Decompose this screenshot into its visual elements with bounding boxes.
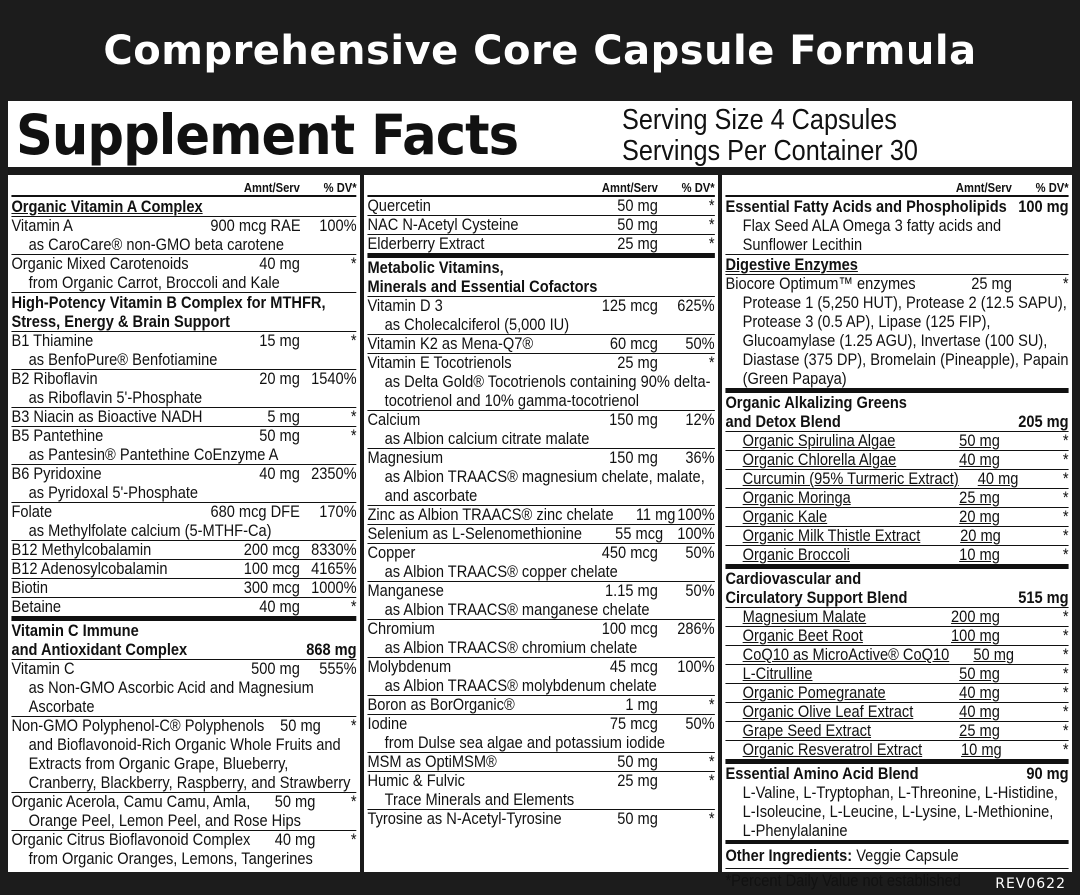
nutrient-row: Tyrosine as N-Acetyl-Tyrosine 50 mg * xyxy=(367,809,715,828)
nutrient-row: Organic Mixed Carotenoids 40 mg * xyxy=(11,254,357,273)
nutrient-source: Protease 1 (5,250 HUT), Protease 2 (12.5 SAPU), Protease 3 (0.5 AP), Lipase (125 FIP), Glucoamylase (1.25 AGU), Invertase (100 SU), Diastase (375 DP), Bromelain (Pineapple), Papain (Green Papaya) xyxy=(725,293,1068,389)
greens-blend-list xyxy=(725,432,1068,565)
cardio-blend-list xyxy=(725,608,1068,760)
section-title: and Detox Blend 205 mg xyxy=(725,412,1069,431)
blend-ingredient-row: Organic Beet Root 100 mg * xyxy=(725,627,1068,646)
nutrient-row: Non-GMO Polyphenol-C® Polyphenols 50 mg * xyxy=(11,716,357,735)
nutrient-row: NAC N-Acetyl Cysteine 50 mg * xyxy=(367,215,715,234)
nutrient-source: L-Valine, L-Tryptophan, L-Threonine, L-Histidine, L-Isoleucine, L-Leucine, L-Lysine, L-Methionine, L-Phenylalanine xyxy=(742,783,1058,840)
nutrient-row: B12 Methylcobalamin 200 mcg 8330% xyxy=(11,540,357,559)
nutrient-row: Vitamin E Tocotrienols 25 mg * xyxy=(367,353,715,372)
nutrient-source: from Dulse sea algae and potassium iodide xyxy=(367,733,714,753)
section-title: and Antioxidant Complex 868 mg xyxy=(11,640,357,659)
nutrient-row: Selenium as L-Selenomethionine 55 mcg 100% xyxy=(367,524,715,543)
nutrient-row: B5 Pantethine 50 mg * xyxy=(11,426,357,445)
nutrient-source: as Albion TRAACS® copper chelate xyxy=(367,562,714,582)
column-header: Amnt/Serv % DV* xyxy=(367,175,714,197)
blend-ingredient-row: Organic Spirulina Algae 50 mg * xyxy=(725,432,1068,451)
nutrient-source: as Riboflavin 5'-Phosphate xyxy=(11,388,356,408)
nutrient-row: Boron as BorOrganic® 1 mg * xyxy=(367,695,715,714)
blend-ingredient-row: Organic Pomegranate 40 mg * xyxy=(725,684,1068,703)
blend-ingredient-row: Organic Broccoli 10 mg * xyxy=(725,546,1068,565)
column-1 xyxy=(8,175,360,872)
nutrient-row: Iodine 75 mcg 50% xyxy=(367,714,715,733)
blend-ingredient-row: CoQ10 as MicroActive® CoQ10 50 mg * xyxy=(725,646,1068,665)
nutrient-source: as CaroCare® non-GMO beta carotene xyxy=(11,235,356,255)
blend-ingredient-row: Organic Chlorella Algae 40 mg * xyxy=(725,451,1068,470)
nutrient-source: from Organic Carrot, Broccoli and Kale xyxy=(11,273,356,293)
nutrient-source: as Non-GMO Ascorbic Acid and Magnesium Ascorbate xyxy=(11,678,356,717)
nutrient-row: Vitamin K2 as Mena-Q7® 60 mcg 50% xyxy=(367,334,715,353)
nutrient-row: Folate 680 mcg DFE 170% xyxy=(11,502,357,521)
revision-code: REV0622 xyxy=(995,876,1066,892)
nutrient-source: Trace Minerals and Elements xyxy=(367,790,714,810)
nutrient-row: Manganese 1.15 mg 50% xyxy=(367,581,715,600)
nutrient-row: B6 Pyridoxine 40 mg 2350% xyxy=(11,464,357,483)
nutrient-source: as Pantesin® Pantethine CoEnzyme A xyxy=(11,445,356,465)
serving-size: Serving Size 4 Capsules xyxy=(622,104,897,136)
nutrient-row: Vitamin D 3 125 mcg 625% xyxy=(367,296,715,315)
nutrient-source: from Organic Oranges, Lemons, Tangerines xyxy=(28,849,313,868)
nutrient-row: Humic & Fulvic 25 mg * xyxy=(367,771,715,790)
blend-ingredient-row: Organic Olive Leaf Extract 40 mg * xyxy=(725,703,1068,722)
blend-ingredient-row: Organic Moringa 25 mg * xyxy=(725,489,1068,508)
nutrient-row: MSM as OptiMSM® 50 mg * xyxy=(367,752,715,771)
nutrient-row: Magnesium 150 mg 36% xyxy=(367,448,715,467)
section-title: Cardiovascular and xyxy=(725,565,1068,588)
section-title: Metabolic Vitamins, xyxy=(367,254,714,277)
column-header: Amnt/Serv % DV* xyxy=(725,175,1068,197)
nutrient-source: as Methylfolate calcium (5-MTHF-Ca) xyxy=(11,521,356,541)
nutrient-row: Betaine 40 mg * xyxy=(11,597,357,616)
servings-per-container: Servings Per Container 30 xyxy=(622,135,918,167)
nutrient-row: Organic Citrus Bioflavonoid Complex 40 mg * xyxy=(11,830,357,849)
nutrient-row: Biocore Optimum™ enzymes 25 mg * xyxy=(725,274,1069,293)
blend-ingredient-row: Magnesium Malate 200 mg * xyxy=(725,608,1068,627)
nutrient-row: B1 Thiamine 15 mg * xyxy=(11,331,357,350)
nutrient-row: Calcium 150 mg 12% xyxy=(367,410,715,429)
facts-title: Supplement Facts xyxy=(16,103,519,167)
section-title: High-Potency Vitamin B Complex for MTHFR, Stress, Energy & Brain Support xyxy=(11,293,356,332)
nutrient-row: Biotin 300 mcg 1000% xyxy=(11,578,357,597)
blend-ingredient-row: Curcumin (95% Turmeric Extract) 40 mg * xyxy=(725,470,1068,489)
section-title: Minerals and Essential Cofactors xyxy=(367,277,714,297)
blend-ingredient-row: Grape Seed Extract 25 mg * xyxy=(725,722,1068,741)
nutrient-source: as BenfoPure® Benfotiamine xyxy=(11,350,356,370)
column-2 xyxy=(364,175,718,872)
nutrient-source: as Albion TRAACS® molybdenum chelate xyxy=(367,676,714,696)
blend-ingredient-row: Organic Resveratrol Extract 10 mg * xyxy=(725,741,1068,760)
section-title: Organic Vitamin A Complex xyxy=(11,197,356,217)
nutrient-source: and Bioflavonoid-Rich Organic Whole Fruits and Extracts from Organic Grape, Blueberry, Cranberry, Blackberry, Raspberry, and Strawberry xyxy=(11,735,356,793)
serving-info xyxy=(622,105,918,167)
section-title: Circulatory Support Blend 515 mg xyxy=(725,588,1069,607)
column-header: Amnt/Serv % DV* xyxy=(11,175,356,197)
blend-ingredient-row: Organic Milk Thistle Extract 20 mg * xyxy=(725,527,1068,546)
nutrient-source: as Albion TRAACS® magnesium chelate, malate, and ascorbate xyxy=(367,467,714,506)
nutrient-source: as Albion TRAACS® manganese chelate xyxy=(367,600,714,620)
nutrient-row: Zinc as Albion TRAACS® zinc chelate 11 mg 100% xyxy=(367,505,715,524)
blend-ingredient-row: L-Citrulline 50 mg * xyxy=(725,665,1068,684)
nutrient-source: as Cholecalciferol (5,000 IU) xyxy=(367,315,714,335)
section-title: Essential Fatty Acids and Phospholipids 100 mg xyxy=(725,197,1069,216)
footnote: *Percent Daily Value not established xyxy=(725,868,1068,893)
nutrient-row: B3 Niacin as Bioactive NADH 5 mg * xyxy=(11,407,357,426)
nutrient-source: Orange Peel, Lemon Peel, and Rose Hips xyxy=(11,811,356,831)
nutrient-row: Copper 450 mcg 50% xyxy=(367,543,715,562)
nutrient-source: as Albion TRAACS® chromium chelate xyxy=(367,638,714,658)
nutrient-source: as Delta Gold® Tocotrienols containing 90% delta-tocotrienol and 10% gamma-tocotrienol xyxy=(367,372,714,411)
title-divider xyxy=(8,167,1072,175)
section-title: Digestive Enzymes xyxy=(725,255,1068,275)
banner-title: Comprehensive Core Capsule Formula xyxy=(103,27,977,74)
nutrient-row: B12 Adenosylcobalamin 100 mcg 4165% xyxy=(11,559,357,578)
nutrient-row: Vitamin C 500 mg 555% xyxy=(11,659,357,678)
other-ingredients: Other Ingredients: Veggie Capsule xyxy=(725,840,1068,868)
nutrient-row: Molybdenum 45 mcg 100% xyxy=(367,657,715,676)
nutrient-row: B2 Riboflavin 20 mg 1540% xyxy=(11,369,357,388)
section-title: Essential Amino Acid Blend 90 mg xyxy=(725,760,1068,783)
section-title: Vitamin C Immune xyxy=(11,617,356,640)
section-title: Organic Alkalizing Greens xyxy=(725,389,1068,412)
nutrient-row: Elderberry Extract 25 mg * xyxy=(367,234,715,253)
nutrient-source: Flax Seed ALA Omega 3 fatty acids and Sunflower Lecithin xyxy=(725,216,1068,255)
nutrient-source: as Albion calcium citrate malate xyxy=(367,429,714,449)
nutrient-row: Chromium 100 mcg 286% xyxy=(367,619,715,638)
nutrient-source: as Pyridoxal 5'-Phosphate xyxy=(11,483,356,503)
nutrient-row: Vitamin A 900 mcg RAE 100% xyxy=(11,216,357,235)
blend-ingredient-row: Organic Kale 20 mg * xyxy=(725,508,1068,527)
nutrient-row: Organic Acerola, Camu Camu, Amla, 50 mg * xyxy=(11,792,357,811)
nutrient-row: Quercetin 50 mg * xyxy=(367,196,715,215)
